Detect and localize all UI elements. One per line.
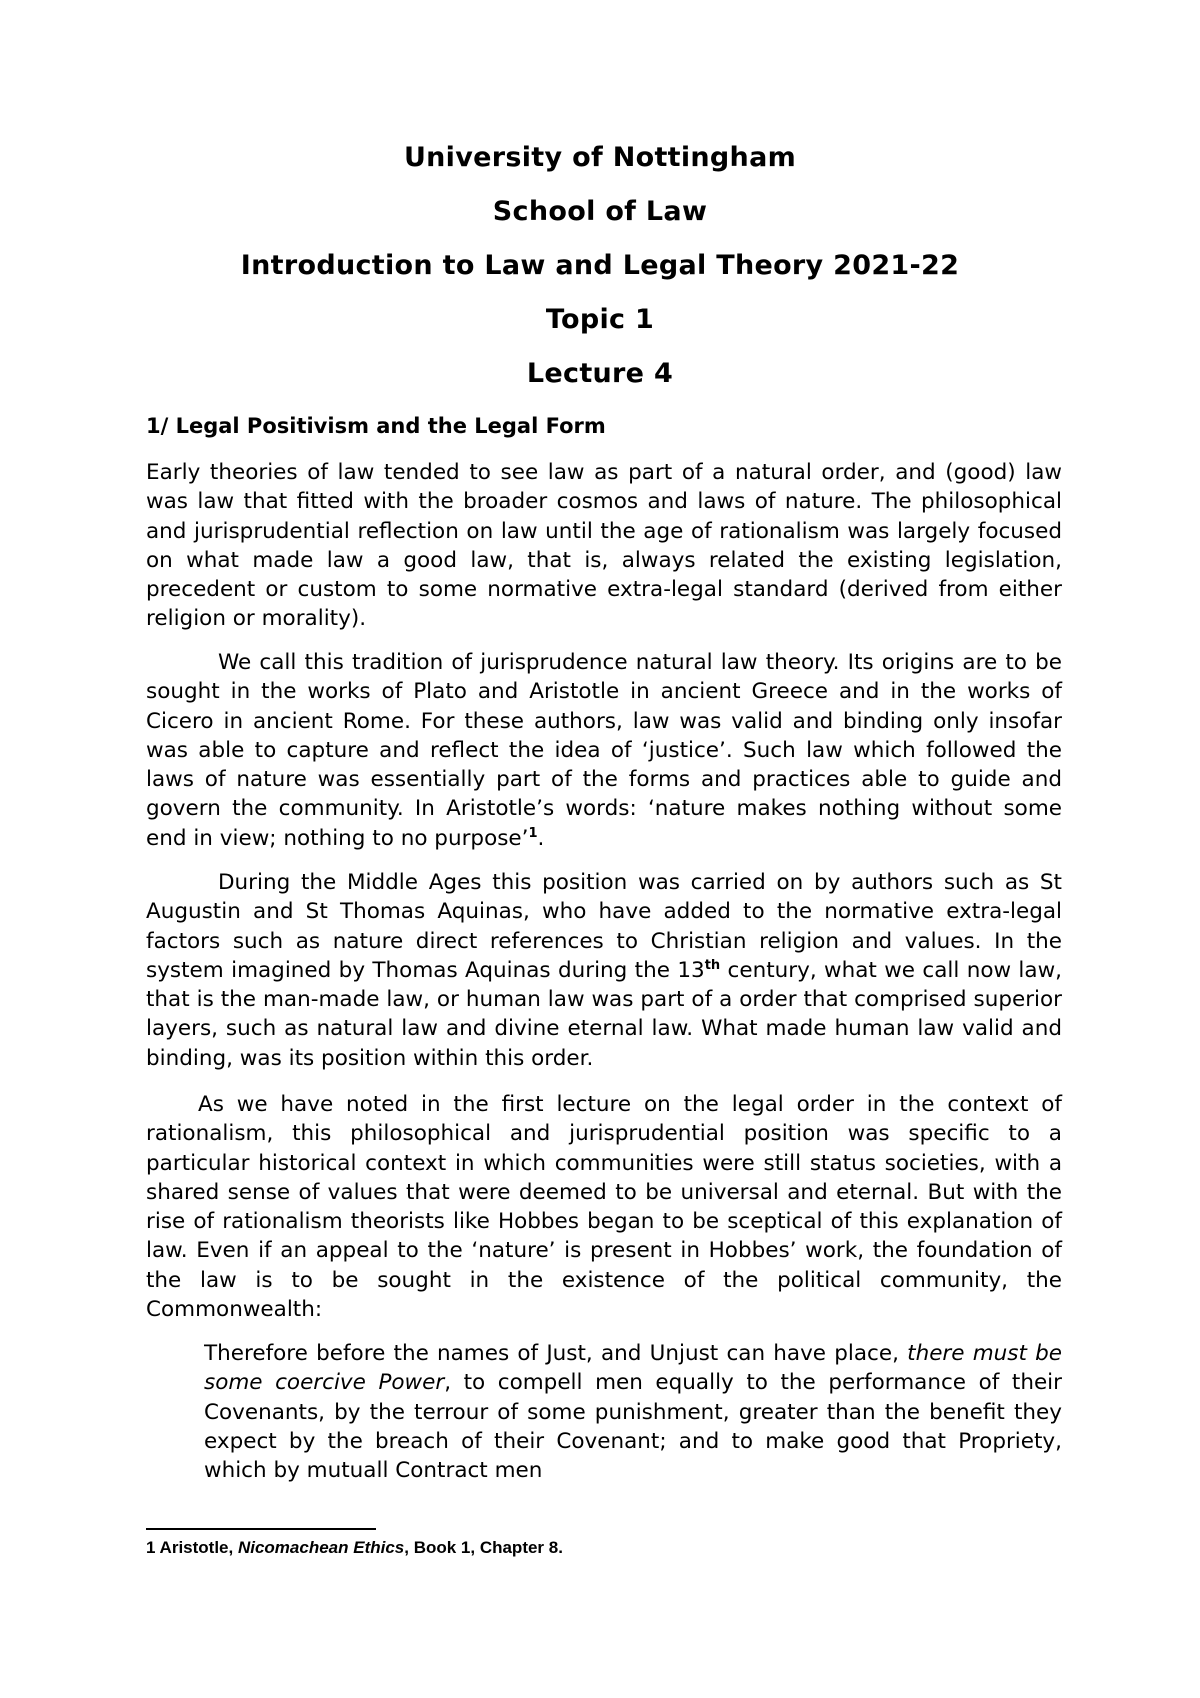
paragraph-1: Early theories of law tended to see law as part of a natural order, and (good) law was law that fitted with the broader cosmos and laws of nature. The philosophical and jurisprudential reflection on law until the age of rationalism was largely focused on what made law a good law, that is, always related the existing legislation, precedent or custom to some normative extra-legal standard (derived from either religion or morality). [146,460,1062,632]
footnote [146,1536,563,1560]
quote-text-a: Therefore before the names of Just, and Unjust can have place, [204,1341,908,1366]
paragraph-2-text: We call this tradition of jurisprudence natural law theory. Its origins are to be sought in the works of Plato and Aristotle in ancient Greece and in the works of Cicero in ancient Rome. For these authors, law was valid and binding only insofar was able to capture and reflect the idea of ‘justice’. Such law which followed the laws of nature was essentially part of the forms and practices able to guide and govern the community. In Aristotle’s words: ‘nature makes nothing without some end in view; nothing to no purpose’ [146,650,1062,851]
ordinal-superscript: th [704,957,721,973]
paragraph-4: As we have noted in the first lecture on the legal order in the context of rationalism, this philosophical and jurisprudential position was specific to a particular historical context in which communities were still status societies, with a shared sense of values that were deemed to be universal and eternal. But with the rise of rationalism theorists like Hobbes began to be sceptical of this explanation of law. Even if an appeal to the ‘nature’ is present in Hobbes’ work, the foundation of the law is to be sought in the existence of the political community, the Commonwealth: [146,1092,1062,1323]
school-title: School of Law [492,196,708,227]
block-quote [204,1339,1062,1485]
paragraph-3 [146,868,1062,1073]
paragraph-3-text-a: During the Middle Ages this position was carried on by authors such as St Augustin and St Thomas Aquinas, who have added to the normative extra-legal factors such as nature direct references to Christian religion and values. In the system imagined by Thomas Aquinas during the 13 [146,870,1062,983]
module-title: Introduction to Law and Legal Theory 2021-22 [240,250,960,281]
paragraph-2-end: . [537,825,545,851]
footnote-book-title: Nicomachean Ethics [237,1538,405,1557]
paragraph-3-text-b: century, what we call now law, that is the man-made law, or human law was part of a order that comprised superior layers, such as natural law and divine eternal law. What made human law valid and binding, was its position within this order. [146,957,1062,1071]
footnote-rest: , Book 1, Chapter 8. [404,1538,563,1557]
title-block [0,140,1200,410]
university-title: University of Nottingham [403,142,797,173]
paragraph-2 [146,648,1062,853]
footnote-divider [146,1528,376,1530]
section-heading: 1/ Legal Positivism and the Legal Form [146,414,606,438]
footnote-number: 1 [146,1538,156,1557]
lecture-title: Lecture 4 [526,358,674,389]
footnote-reference: 1 [528,825,538,841]
footnote-author: Aristotle, [155,1538,238,1557]
quote-text-b: , to compell men equally to the performance of their Covenants, by the terrour of some punishment, greater than the benefit they expect by the breach of their Covenant; and to make good that Propriety, which by mutuall Contract men [204,1370,1062,1484]
quote-text-italic: there must be some coercive Power [204,1341,1062,1396]
topic-title: Topic 1 [545,304,655,335]
